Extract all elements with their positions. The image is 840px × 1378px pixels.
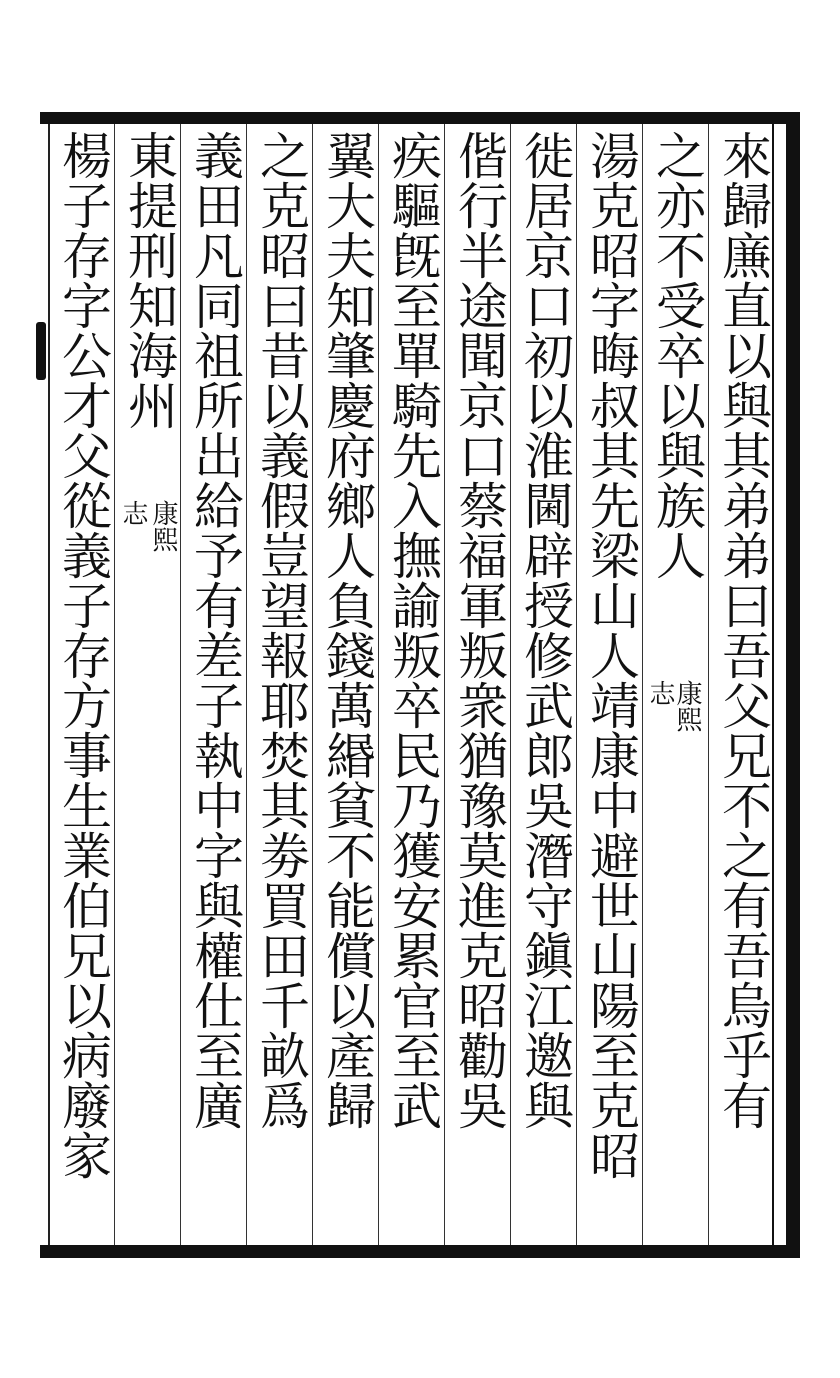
column-rule: [576, 124, 577, 1245]
column-10-note-right: 康熙: [148, 500, 178, 552]
column-rule: [312, 124, 313, 1245]
column-2-note-left: 志: [645, 680, 675, 706]
column-rule: [510, 124, 511, 1245]
text-column-5: 偕行半途聞京口蔡福軍叛衆猶豫莫進克昭勸吳: [450, 130, 508, 1130]
frame-right-border: [786, 112, 800, 1258]
text-column-2: 之亦不受卒以與族人: [648, 130, 706, 580]
margin-mark: [36, 322, 46, 380]
column-rule: [378, 124, 379, 1245]
text-column-6: 疾驅旣至單騎先入撫諭叛卒民乃獲安累官至武: [384, 130, 442, 1130]
column-rule: [444, 124, 445, 1245]
column-rule: [246, 124, 247, 1245]
text-column-8: 之克昭曰昔以義假豈望報耶焚其劵買田千畝爲: [252, 130, 310, 1130]
text-column-9: 義田凡同祖所出給予有差子執中字與權仕至廣: [186, 130, 244, 1130]
column-rule: [708, 124, 709, 1245]
column-2-note-right: 康熙: [672, 680, 702, 732]
column-10-note-left: 志: [118, 500, 148, 526]
text-column-1: 來歸㢘直以與其弟弟曰吾父兄不之有吾烏乎有: [714, 130, 772, 1130]
text-column-7: 翼大夫知肇慶府鄉人負錢萬緡貧不能償以產歸: [318, 130, 376, 1130]
frame-bottom-border: [40, 1245, 800, 1258]
frame-left-rule: [48, 124, 50, 1245]
text-column-10: 東提刑知海州: [120, 130, 178, 430]
text-column-4: 徙居京口初以淮閫辟授修武郎吳潛守鎭江邀與: [516, 130, 574, 1130]
text-column-3: 湯克昭字晦叔其先梁山人靖康中避世山陽至克昭: [582, 130, 640, 1180]
frame-top-border: [40, 112, 800, 124]
column-rule: [114, 124, 115, 1245]
column-rule: [642, 124, 643, 1245]
column-rule: [180, 124, 181, 1245]
text-column-11: 楊子存字公才父從義子存方事生業伯兄以病廢家: [54, 130, 112, 1180]
